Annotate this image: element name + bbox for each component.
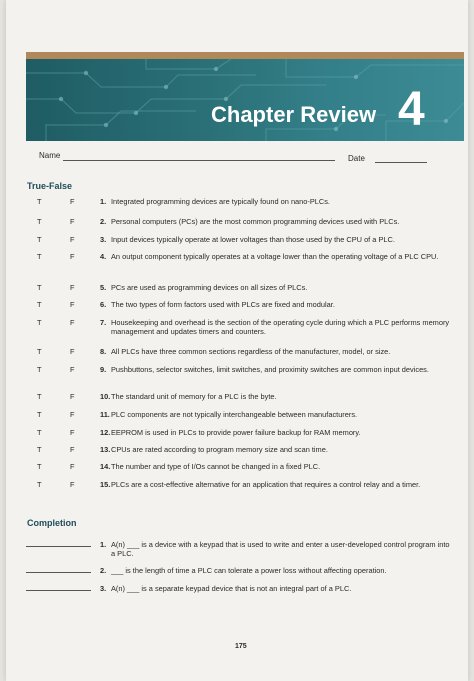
answer-blank[interactable]	[26, 546, 91, 547]
false-option[interactable]: F	[70, 462, 75, 471]
date-field[interactable]	[375, 162, 427, 163]
question-text: A(n) ___ is a separate keypad device that is not an integral part of a PLC.	[111, 584, 352, 593]
question-number: 5.	[100, 283, 107, 292]
false-option[interactable]: F	[70, 428, 75, 437]
question-number: 7.	[100, 318, 107, 327]
true-option[interactable]: T	[37, 283, 42, 292]
true-option[interactable]: T	[37, 300, 42, 309]
false-option[interactable]: F	[70, 318, 75, 327]
true-option[interactable]: T	[37, 252, 42, 261]
name-label: Name	[39, 151, 61, 160]
true-option[interactable]: T	[37, 410, 42, 419]
false-option[interactable]: F	[70, 283, 75, 292]
true-option[interactable]: T	[37, 197, 42, 206]
true-option[interactable]: T	[37, 318, 42, 327]
question-number: 4.	[100, 252, 107, 261]
question-text: EEPROM is used in PLCs to provide power failure backup for RAM memory.	[111, 428, 361, 437]
true-option[interactable]: T	[37, 480, 42, 489]
question-text: Input devices typically operate at lower voltages than those used by the CPU of a PLC.	[111, 235, 395, 244]
question-number: 10.	[100, 392, 111, 401]
answer-blank[interactable]	[26, 572, 91, 573]
true-option[interactable]: T	[37, 347, 42, 356]
question-text: A(n) ___ is a device with a keypad that is used to write and enter a user-developed control program into a PLC.	[111, 540, 450, 558]
question-text: The two types of form factors used with PLCs are fixed and modular.	[111, 300, 335, 309]
false-option[interactable]: F	[70, 252, 75, 261]
false-option[interactable]: F	[70, 365, 75, 374]
false-option[interactable]: F	[70, 410, 75, 419]
question-number: 1.	[100, 197, 107, 206]
question-text: PCs are used as programming devices on all sizes of PLCs.	[111, 283, 308, 292]
question-number: 11.	[100, 410, 110, 419]
true-option[interactable]: T	[37, 392, 42, 401]
chapter-number: 4	[398, 83, 425, 136]
question-text: CPUs are rated according to program memory size and scan time.	[111, 445, 328, 454]
question-number: 15.	[100, 480, 111, 489]
true-option[interactable]: T	[37, 235, 42, 244]
name-field[interactable]	[63, 160, 335, 161]
question-number: 12.	[100, 428, 111, 437]
question-text: ___ is the length of time a PLC can tolerate a power loss without affecting operation.	[111, 566, 387, 575]
false-option[interactable]: F	[70, 392, 75, 401]
completion-heading: Completion	[27, 518, 77, 528]
question-number: 6.	[100, 300, 107, 309]
true-option[interactable]: T	[37, 445, 42, 454]
question-number: 3.	[100, 235, 107, 244]
question-text: Pushbuttons, selector switches, limit switches, and proximity switches are common input devices.	[111, 365, 429, 374]
question-text: The number and type of I/Os cannot be changed in a fixed PLC.	[111, 462, 321, 471]
chapter-title: Chapter Review	[211, 102, 377, 127]
question-number: 3.	[100, 584, 107, 593]
question-number: 14.	[100, 462, 111, 471]
false-option[interactable]: F	[70, 197, 75, 206]
true-option[interactable]: T	[37, 365, 42, 374]
false-option[interactable]: F	[70, 300, 75, 309]
question-number: 8.	[100, 347, 107, 356]
question-number: 9.	[100, 365, 107, 374]
question-text: Housekeeping and overhead is the section of the operating cycle during which a PLC performs memory management and updates timers and counters.	[111, 318, 450, 336]
banner-border	[26, 52, 464, 59]
question-text: Personal computers (PCs) are the most common programming devices used with PLCs.	[111, 217, 400, 226]
question-text: An output component typically operates at a voltage lower than the operating voltage of a PLC CPU.	[111, 252, 439, 261]
question-text: All PLCs have three common sections regardless of the manufacturer, model, or size.	[111, 347, 391, 356]
question-text: Integrated programming devices are typically found on nano-PLCs.	[111, 197, 330, 206]
date-label: Date	[348, 154, 365, 163]
true-option[interactable]: T	[37, 462, 42, 471]
question-text: PLC components are not typically interchangeable between manufacturers.	[111, 410, 358, 419]
true-false-heading: True-False	[27, 181, 73, 191]
question-number: 1.	[100, 540, 107, 549]
question-text: The standard unit of memory for a PLC is the byte.	[111, 392, 277, 401]
false-option[interactable]: F	[70, 445, 75, 454]
question-number: 2.	[100, 566, 107, 575]
false-option[interactable]: F	[70, 235, 75, 244]
false-option[interactable]: F	[70, 217, 75, 226]
answer-blank[interactable]	[26, 590, 91, 591]
false-option[interactable]: F	[70, 480, 75, 489]
workbook-page	[6, 0, 468, 681]
true-option[interactable]: T	[37, 217, 42, 226]
question-number: 13.	[100, 445, 111, 454]
false-option[interactable]: F	[70, 347, 75, 356]
true-option[interactable]: T	[37, 428, 42, 437]
question-text: PLCs are a cost-effective alternative for an application that requires a control relay and a timer.	[111, 480, 421, 489]
question-number: 2.	[100, 217, 107, 226]
page-number: 175	[235, 643, 247, 650]
